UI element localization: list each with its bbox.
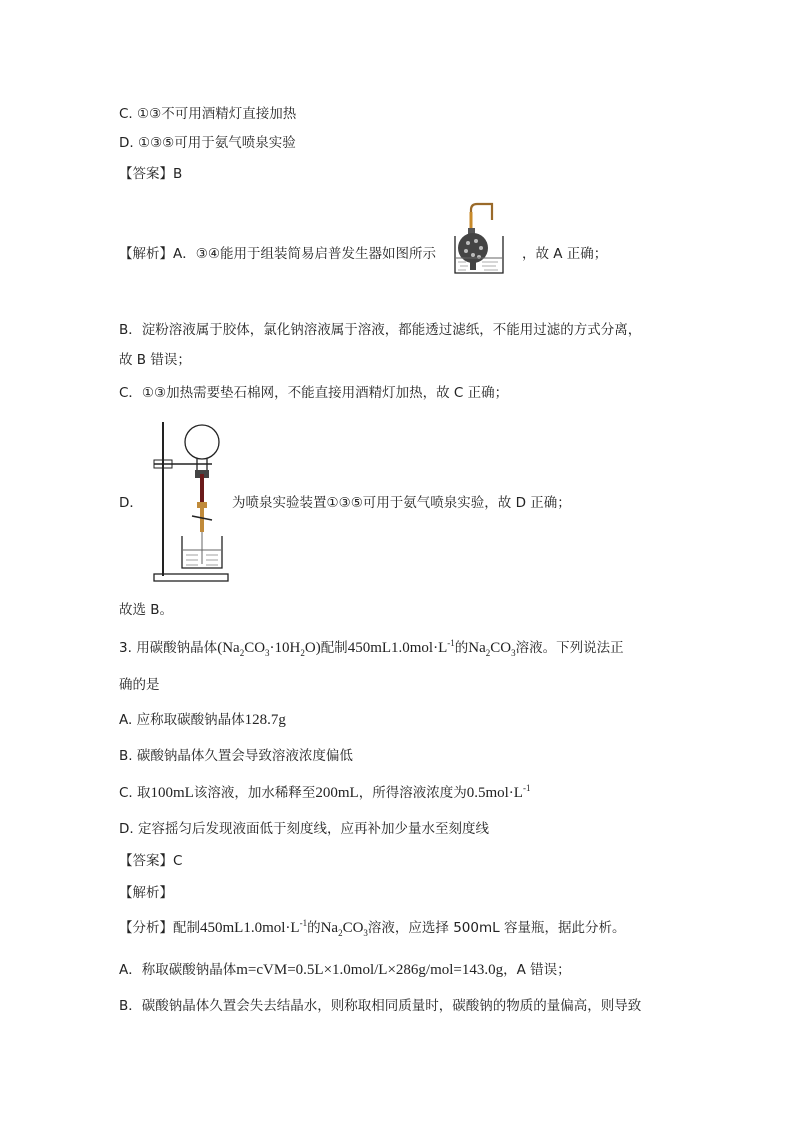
q3-stem-line2: 确的是 — [119, 677, 160, 693]
q3-option-c: C. 取100mL该溶液，加水稀释至200mL，所得溶液浓度为$0.5mol\cdot L^{-1}$ — [119, 783, 531, 801]
q3-analysis-label: 【解析】 — [119, 885, 173, 901]
option-c: C. ①③不可用酒精灯直接加热 — [119, 106, 297, 122]
q3-analysis-b: B．碳酸钠晶体久置会失去结晶水，则称取相同质量时，碳酸钠的物质的量偏高，则导致 — [119, 998, 642, 1014]
q3-analysis-a: A．称取碳酸钠晶体m=cVM=0.5L×1.0mol/L×286g/mol=143.0g，A 错误； — [119, 962, 571, 978]
analysis-a-line — [119, 244, 607, 264]
kipp-apparatus-figure — [452, 200, 510, 276]
analysis-d-label: D． — [119, 495, 143, 511]
analysis-d-text: 为喷泉实验装置①③⑤可用于氨气喷泉实验，故 D 正确； — [232, 495, 571, 511]
conclusion: 故选 B。 — [119, 602, 174, 618]
analysis-c-line: C．①③加热需要垫石棉网，不能直接用酒精灯加热，故 C 正确； — [119, 385, 509, 401]
q3-option-a: A. 应称取碳酸钠晶体128.7g — [119, 712, 286, 728]
q3-option-b: B. 碳酸钠晶体久置会导致溶液浓度偏低 — [119, 748, 353, 764]
fountain-apparatus-figure — [150, 418, 232, 584]
analysis-b-line1: B．淀粉溶液属于胶体，氯化钠溶液属于溶液，都能透过滤纸，不能用过滤的方式分离， — [119, 322, 642, 338]
q3-fenxi: 【分析】配制$450mL1.0mol\cdot L^{-1}$的$Na_2CO_3$溶液，应选择 500mL 容量瓶，据此分析。 — [119, 918, 626, 938]
q3-answer: 【答案】C — [119, 853, 183, 869]
q3-option-d: D. 定容摇匀后发现液面低于刻度线，应再补加少量水至刻度线 — [119, 821, 489, 837]
analysis-b-line2: 故 B 错误； — [119, 352, 191, 368]
answer-line: 【答案】B — [119, 166, 183, 182]
analysis-a-text: 【解析】A．③④能用于组装简易启普发生器如图所示 — [119, 246, 436, 262]
analysis-a-end: ，故 A 正确； — [521, 246, 608, 262]
option-d: D. ①③⑤可用于氨气喷泉实验 — [119, 135, 296, 151]
q3-stem-line1: 3. 用碳酸钠晶体$(Na_2CO_3\cdot 10H_2O)$配制$450mL1.0mol\cdot L^{-1}$的$Na_2CO_3$溶液。下列说法正 — [119, 638, 624, 658]
